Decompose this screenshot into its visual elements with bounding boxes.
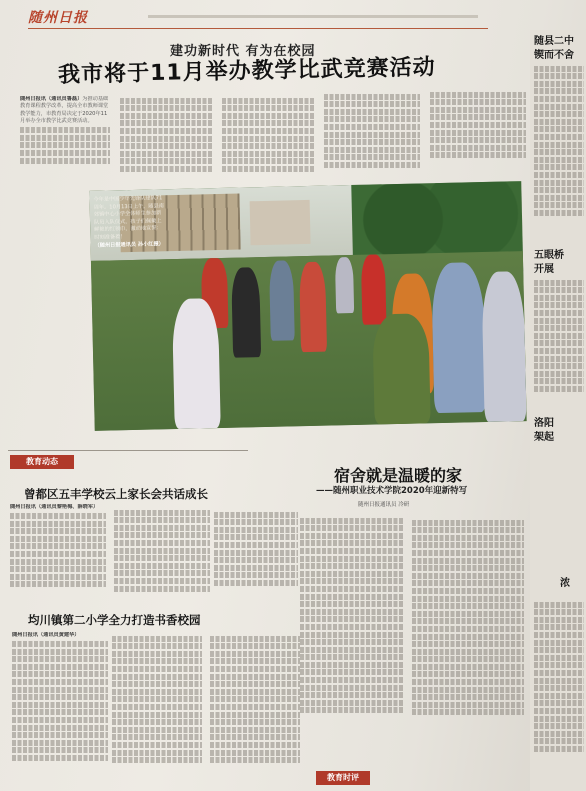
top-story-kicker: 建功新时代 有为在校园 xyxy=(170,44,316,59)
top-story-headline: 我市将于11月举办教学比武竞赛活动 xyxy=(57,55,436,88)
news-photo xyxy=(89,181,526,431)
story-junchuan-byline: 随州日报讯（通讯员黄建华） xyxy=(12,632,80,638)
right-column-text-2 xyxy=(534,278,584,408)
dorm-story-byline: 随州日报通讯员 冷研 xyxy=(358,502,410,508)
right-column-text-1 xyxy=(534,64,584,234)
dorm-story-column-1 xyxy=(300,516,404,766)
right-column-head-7: 浓 xyxy=(560,578,570,589)
top-story-column-5 xyxy=(430,90,526,176)
right-column-head-4: 开展 xyxy=(534,264,554,275)
story-junchuan-column-1 xyxy=(12,632,108,782)
top-story-lead: 为推动基础教育课程教学改革，提高全市教师课堂教学能力，市教育局决定于2020年11月举办全市教学比武竞赛活动。 xyxy=(20,96,109,125)
top-story-byline: 随州日报讯（通讯员鲁磊） xyxy=(20,96,83,102)
right-column-head-5: 洛阳 xyxy=(534,418,554,429)
masthead-logo: 随州日报 xyxy=(28,10,88,26)
right-column-head-1: 随县二中 xyxy=(534,36,574,47)
dorm-story-title: 宿舍就是温暖的家 xyxy=(334,466,463,485)
photo-byline: （随州日报通讯员 孙小红摄） xyxy=(94,240,164,249)
story-wufeng-column-1 xyxy=(10,504,106,604)
dorm-story-subtitle: ——随州职业技术学院2020年迎新特写 xyxy=(316,486,468,496)
story-wufeng-byline: 随州日报讯（通讯员黎艳梅、薛晓军） xyxy=(10,504,99,510)
top-story-column-3 xyxy=(222,96,314,180)
masthead xyxy=(28,6,488,29)
story-junchuan-column-3 xyxy=(210,634,300,784)
right-column-head-2: 锲而不舍 xyxy=(534,50,574,61)
section-tag-education-commentary: 教育时评 xyxy=(316,771,370,785)
photo-caption-text: 今年是中国少年先锋队建队71周年。10月13日上午，随县南郊镇中心小学全体师生参加新队员入队仪式，孩子们佩戴上鲜艳的红领巾，激动地宣誓：时刻准备着！ xyxy=(93,195,165,241)
story-junchuan-column-2 xyxy=(112,634,202,784)
story-headline-wufeng: 曾都区五丰学校云上家长会共话成长 xyxy=(24,487,208,501)
section-divider xyxy=(8,450,248,451)
masthead-rule xyxy=(148,15,478,18)
photo-caption xyxy=(89,189,172,341)
story-wufeng-column-2 xyxy=(114,508,210,604)
right-column-head-6: 架起 xyxy=(534,432,554,443)
right-column-text-3 xyxy=(534,600,584,780)
top-story-column-1 xyxy=(20,96,110,182)
story-wufeng-column-3 xyxy=(214,510,298,604)
story-headline-junchuan: 均川镇第二小学全力打造书香校园 xyxy=(28,613,201,627)
right-column-head-3: 五眼桥 xyxy=(534,250,564,261)
right-column xyxy=(530,30,586,791)
dorm-story-column-2 xyxy=(412,518,524,768)
section-tag-education-news: 教育动态 xyxy=(10,455,74,469)
top-story-column-2 xyxy=(120,96,212,182)
top-story-column-4 xyxy=(324,92,420,178)
